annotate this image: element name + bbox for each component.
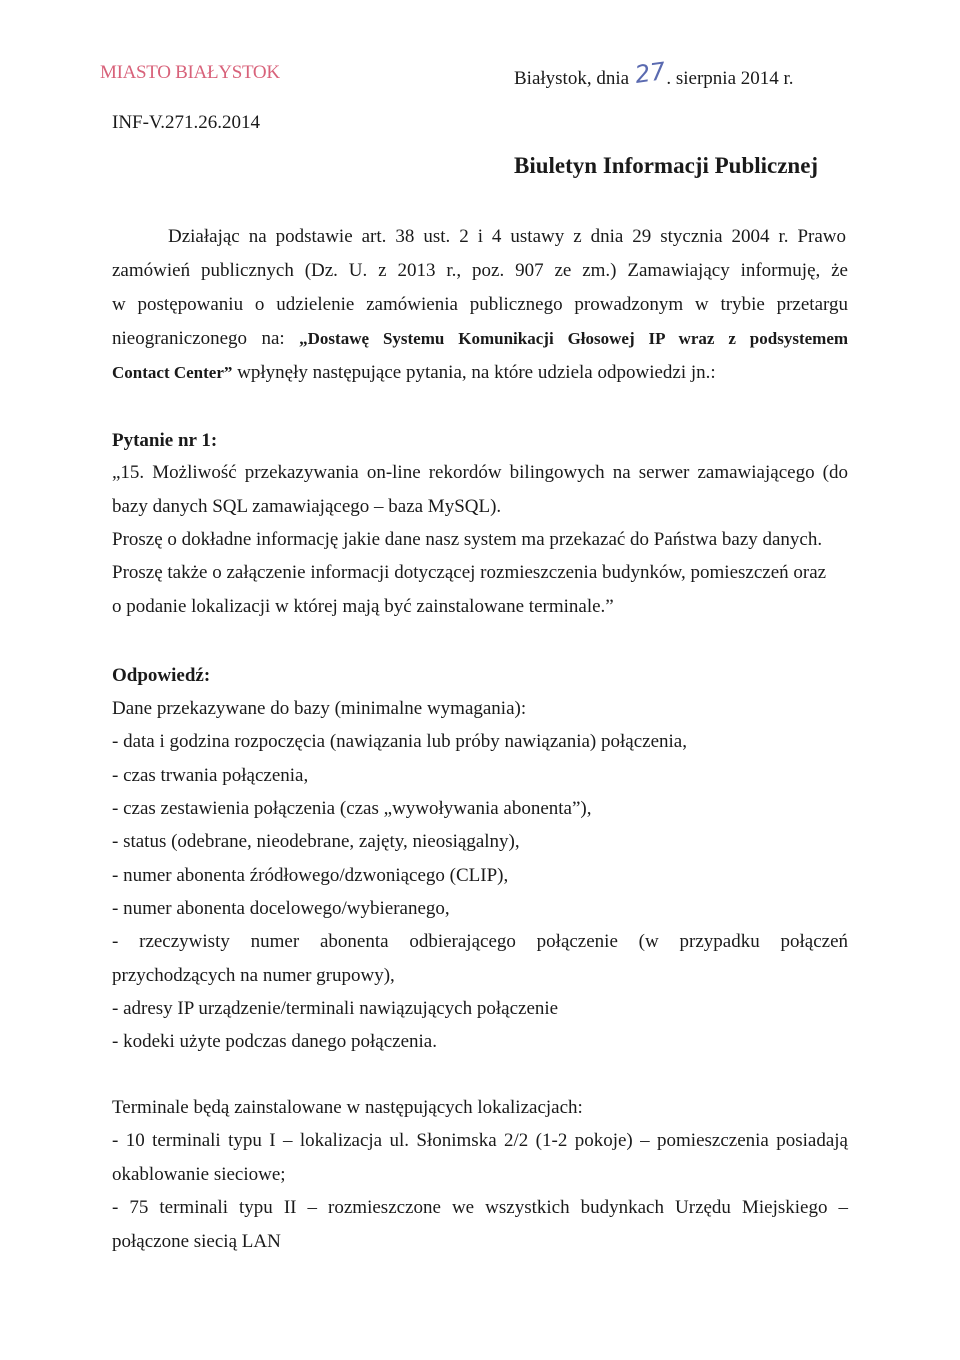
answer-item: - kodeki użyte podczas danego połączenia.	[112, 1031, 437, 1052]
intro-line-4-prefix: nieograniczonego na:	[112, 328, 285, 349]
answer-heading: Odpowiedź:	[112, 665, 211, 686]
question-line-2: bazy danych SQL zamawiającego – baza MySQL).	[112, 496, 502, 517]
intro-line-1: Działając na podstawie art. 38 ust. 2 i 4 ustawy z dnia 29 stycznia 2004 r. Prawo	[168, 226, 846, 247]
intro-line-3: w postępowaniu o udzielenie zamówienia publicznego prowadzonym w trybie przetargu	[112, 294, 848, 315]
reference-number: INF-V.271.26.2014	[112, 112, 260, 133]
tender-title: „Dostawę Systemu Komunikacji Głosowej IP wraz z podsystemem	[299, 329, 849, 348]
terminals-line-1: - 10 terminali typu I – lokalizacja ul. Słonimska 2/2 (1-2 pokoje) – pomieszczenia posiadają	[112, 1130, 848, 1151]
terminals-line-2: okablowanie sieciowe;	[112, 1164, 286, 1185]
answer-item: - rzeczywisty numer abonenta odbierającego połączenie (w przypadku połączeń	[112, 931, 848, 952]
terminals-line-4: połączone siecią LAN	[112, 1231, 281, 1252]
answer-item: - data i godzina rozpoczęcia (nawiązania lub próby nawiązania) połączenia,	[112, 731, 687, 752]
bulletin-title: Biuletyn Informacji Publicznej	[514, 153, 819, 178]
city-letterhead: MIASTO BIAŁYSTOK	[100, 62, 280, 83]
answer-item: - czas zestawienia połączenia (czas „wywoływania abonenta”),	[112, 798, 592, 819]
answer-intro: Dane przekazywane do bazy (minimalne wymagania):	[112, 698, 527, 719]
answer-item-continuation: przychodzących na numer grupowy),	[112, 965, 395, 986]
answer-item: - numer abonenta docelowego/wybieranego,	[112, 898, 450, 919]
place-date	[514, 57, 794, 90]
answer-item: - numer abonenta źródłowego/dzwoniącego (CLIP),	[112, 865, 509, 886]
intro-line-5-rest: wpłynęły następujące pytania, na które udziela odpowiedzi jn.:	[232, 362, 716, 383]
tender-title-end: Contact Center”	[112, 363, 233, 382]
question-line-3: Proszę o dokładne informację jakie dane nasz system ma przekazać do Państwa bazy danych.	[112, 529, 823, 550]
handwritten-day: 27	[633, 57, 668, 89]
question-line-1: „15. Możliwość przekazywania on-line rekordów bilingowych na serwer zamawiającego (do	[112, 462, 848, 483]
place-date-suffix: . sierpnia 2014 r.	[666, 68, 794, 89]
intro-line-5	[112, 362, 848, 384]
question-heading: Pytanie nr 1:	[112, 430, 218, 451]
question-line-5: o podanie lokalizacji w której mają być zainstalowane terminale.”	[112, 596, 614, 617]
terminals-line-3: - 75 terminali typu II – rozmieszczone we wszystkich budynkach Urzędu Miejskiego –	[112, 1197, 848, 1218]
terminals-intro: Terminale będą zainstalowane w następujących lokalizacjach:	[112, 1097, 583, 1118]
answer-item: - status (odebrane, nieodebrane, zajęty, nieosiągalny),	[112, 831, 520, 852]
intro-line-2: zamówień publicznych (Dz. U. z 2013 r., poz. 907 ze zm.) Zamawiający informuję, że	[112, 260, 848, 281]
place-date-prefix: Białystok, dnia	[514, 68, 630, 89]
intro-line-4	[112, 328, 848, 350]
answer-item: - adresy IP urządzenie/terminali nawiązujących połączenie	[112, 998, 559, 1019]
question-line-4: Proszę także o załączenie informacji dotyczącej rozmieszczenia budynków, pomieszczeń oraz	[112, 562, 827, 583]
answer-item: - czas trwania połączenia,	[112, 765, 309, 786]
